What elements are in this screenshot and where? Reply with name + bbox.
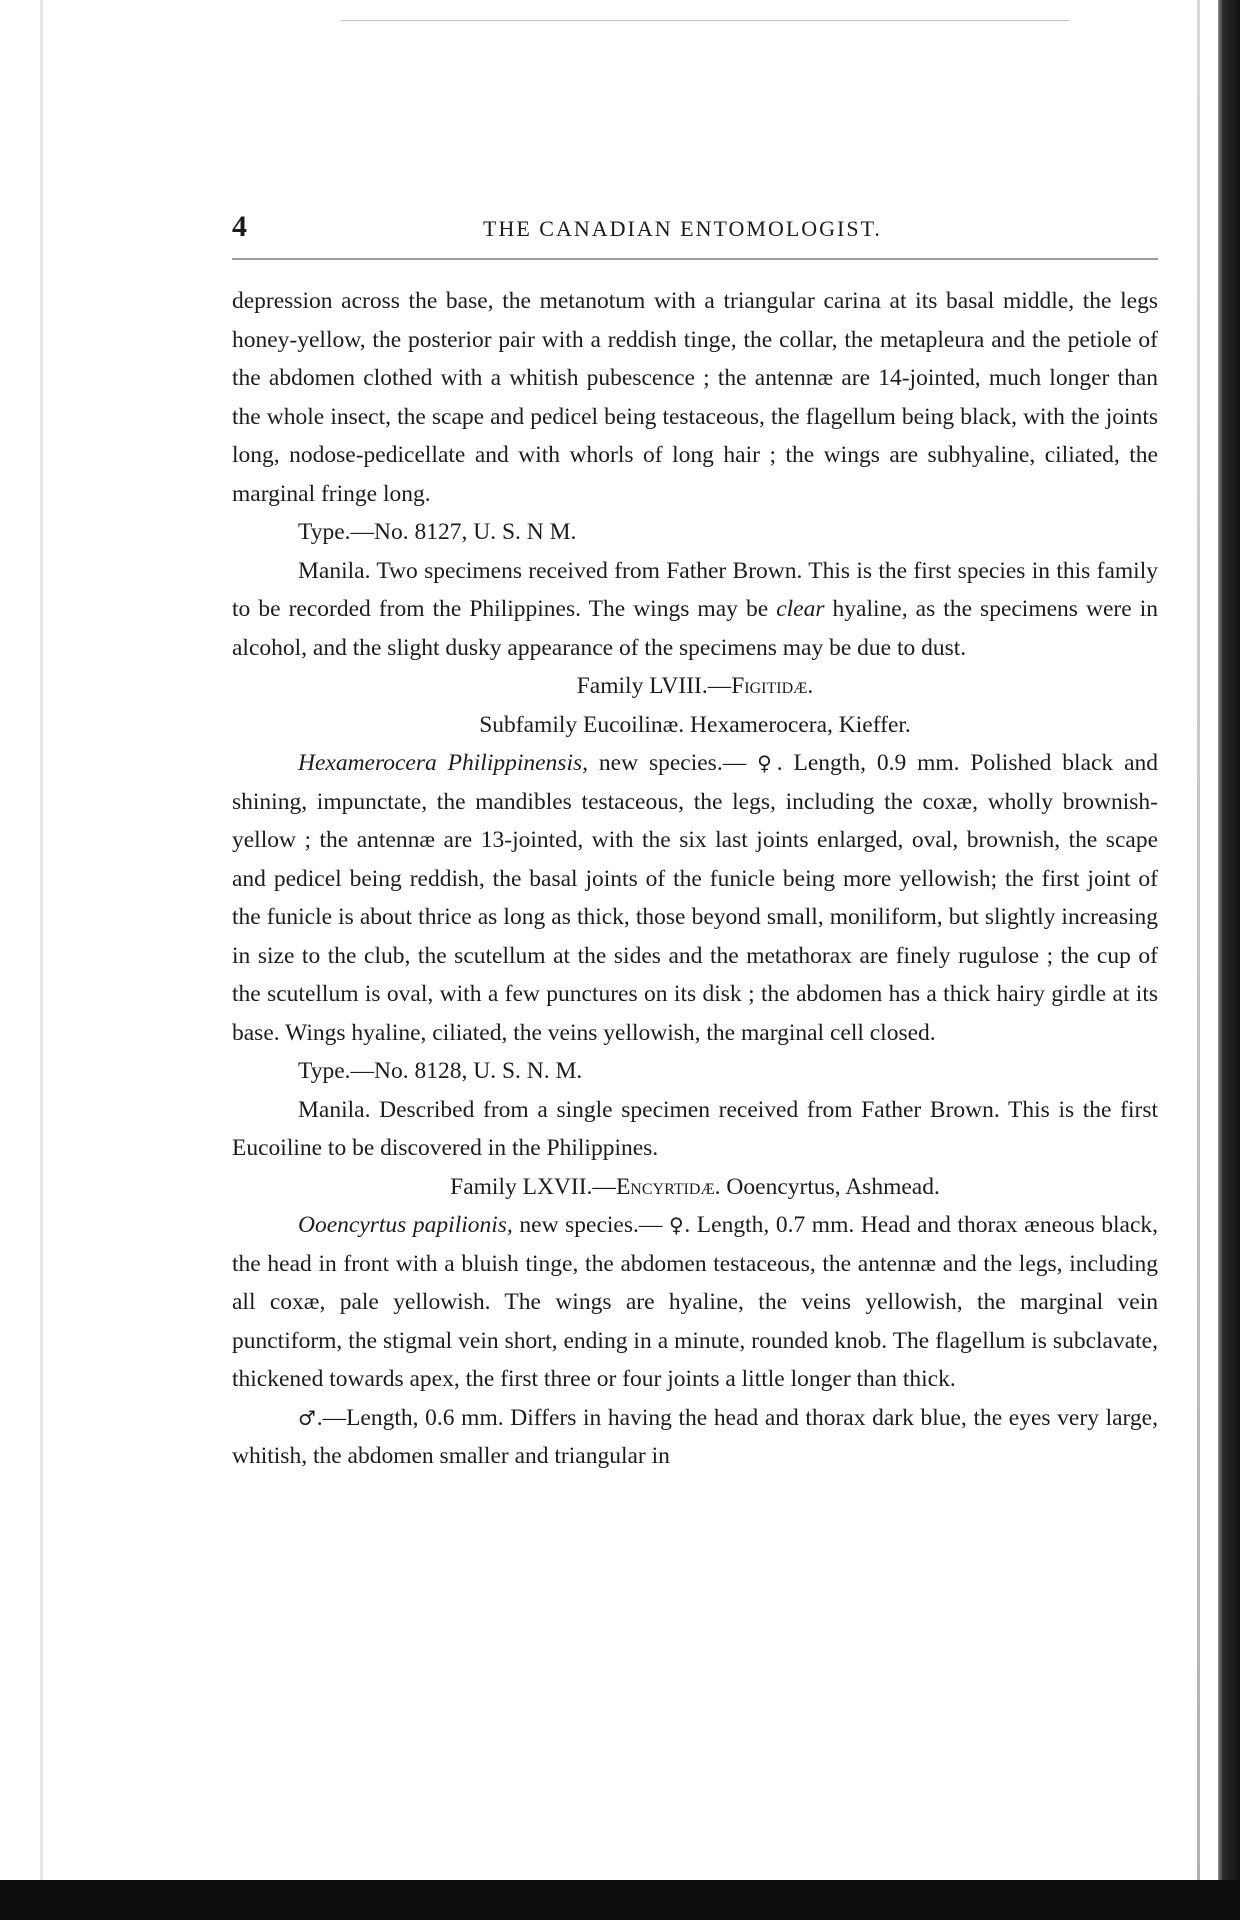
manila-1-italic: clear bbox=[776, 596, 825, 622]
family-heading-encyrtidae bbox=[232, 1168, 1158, 1207]
species-hexamerocera bbox=[232, 744, 1158, 1052]
type-note-8128: Type.—No. 8128, U. S. N. M. bbox=[298, 1058, 583, 1084]
scan-right-border bbox=[1218, 0, 1240, 1920]
paragraph-manila-2: Manila. Described from a single specimen received from Father Brown. This is the first Eucoiline to be discovered in the Philippines. bbox=[232, 1096, 1158, 1161]
scan-left-shadow bbox=[40, 0, 43, 1880]
page-header bbox=[232, 210, 1158, 250]
family-heading-figitidae bbox=[232, 667, 1158, 706]
genus-ooencyrtus-label: Ooencyrtus, Ashmead. bbox=[720, 1173, 940, 1200]
running-head: THE CANADIAN ENTOMOLOGIST. bbox=[483, 216, 882, 241]
scan-bottom-border bbox=[0, 1880, 1240, 1920]
family-encyrtidae-name: Encyrtidæ. bbox=[615, 1173, 721, 1200]
male-description bbox=[232, 1399, 1158, 1476]
page-content bbox=[232, 210, 1158, 1476]
species-hexamerocera-text-b: new species.— bbox=[588, 750, 758, 776]
scan-right-line bbox=[1197, 0, 1200, 1880]
species-ooencyrtus-text-b: new species.— bbox=[512, 1212, 669, 1238]
paragraph-manila-1 bbox=[232, 552, 1158, 668]
male-symbol: ♂ bbox=[298, 1405, 317, 1430]
species-name-ooencyrtus: Ooencyrtus papilionis, bbox=[298, 1212, 513, 1238]
species-name-hexamerocera: Hexamerocera Philippinensis, bbox=[298, 750, 589, 776]
page-number: 4 bbox=[232, 210, 247, 243]
male-description-text: .—Length, 0.6 mm. Differs in having the head and thorax dark blue, the eyes very large, whitish, the abdomen smaller and triangular in bbox=[232, 1404, 1158, 1469]
manila-1-text-a: Manila. Two specimens received from Father Brown. This is the first species in this family to be recorded from the Philippines. The wings may be bbox=[232, 557, 1158, 622]
header-rule bbox=[232, 258, 1158, 260]
species-ooencyrtus bbox=[232, 1206, 1158, 1399]
family-figitidae-name: Figitidæ. bbox=[731, 673, 814, 699]
type-note-8127: Type.—No. 8127, U. S. N M. bbox=[298, 519, 577, 545]
family-lviii-label: Family LVIII.— bbox=[576, 673, 732, 699]
manila-1-text-c: hyaline, as the specimens were in alcohol, and the slight dusky appearance of the specimens may be due to dust. bbox=[232, 596, 1159, 661]
female-symbol: ♀ bbox=[668, 1213, 685, 1237]
paragraph-continuation: depression across the base, the metanotum with a triangular carina at its basal middle, the legs honey-yellow, the posterior pair with a reddish tinge, the collar, the metapleura and the petiole of the abdomen clothed with a whitish pubescence ; the antennæ are 14-jointed, much longer than the whole insect, the scape and pedicel being testaceous, the flagellum being black, with the joints long, nodose-pedicellate and with whorls of long hair ; the wings are subhyaline, ciliated, the marginal fringe long. bbox=[232, 288, 1158, 507]
family-lxvii-label: Family LXVII.— bbox=[450, 1173, 616, 1200]
page-body bbox=[232, 282, 1158, 1476]
female-symbol: ♀ bbox=[757, 751, 777, 775]
species-hexamerocera-description: . Length, 0.9 mm. Polished black and shining, impunctate, the mandibles testaceous, the legs, including the coxæ, wholly brownish-yellow ; the antennæ are 13-jointed, with the six last joints enlarged, oval, brownish, the scape and pedicel being reddish, the basal joints of the funicle being more yellowish; the first joint of the funicle is about thrice as long as thick, those beyond small, moniliform, but slightly increasing in size to the club, the scutellum at the sides and the metathorax are finely rugulose ; the cup of the scutellum is oval, with a few punctures on its disk ; the abdomen has a thick hairy girdle at its base. Wings hyaline, ciliated, the veins yellowish, the marginal cell closed. bbox=[232, 750, 1158, 1046]
scan-top-line bbox=[340, 20, 1070, 21]
subfamily-heading-eucoilinae: Subfamily Eucoilinæ. Hexamerocera, Kieffer. bbox=[479, 711, 911, 738]
species-ooencyrtus-description: . Length, 0.7 mm. Head and thorax æneous black, the head in front with a bluish tinge, the abdomen testaceous, the antennæ and the legs, including all coxæ, pale yellowish. The wings are hyaline, the veins yellowish, the marginal vein punctiform, the stigmal vein short, ending in a minute, rounded knob. The flagellum is subclavate, thickened towards apex, the first three or four joints a little longer than thick. bbox=[232, 1212, 1159, 1392]
